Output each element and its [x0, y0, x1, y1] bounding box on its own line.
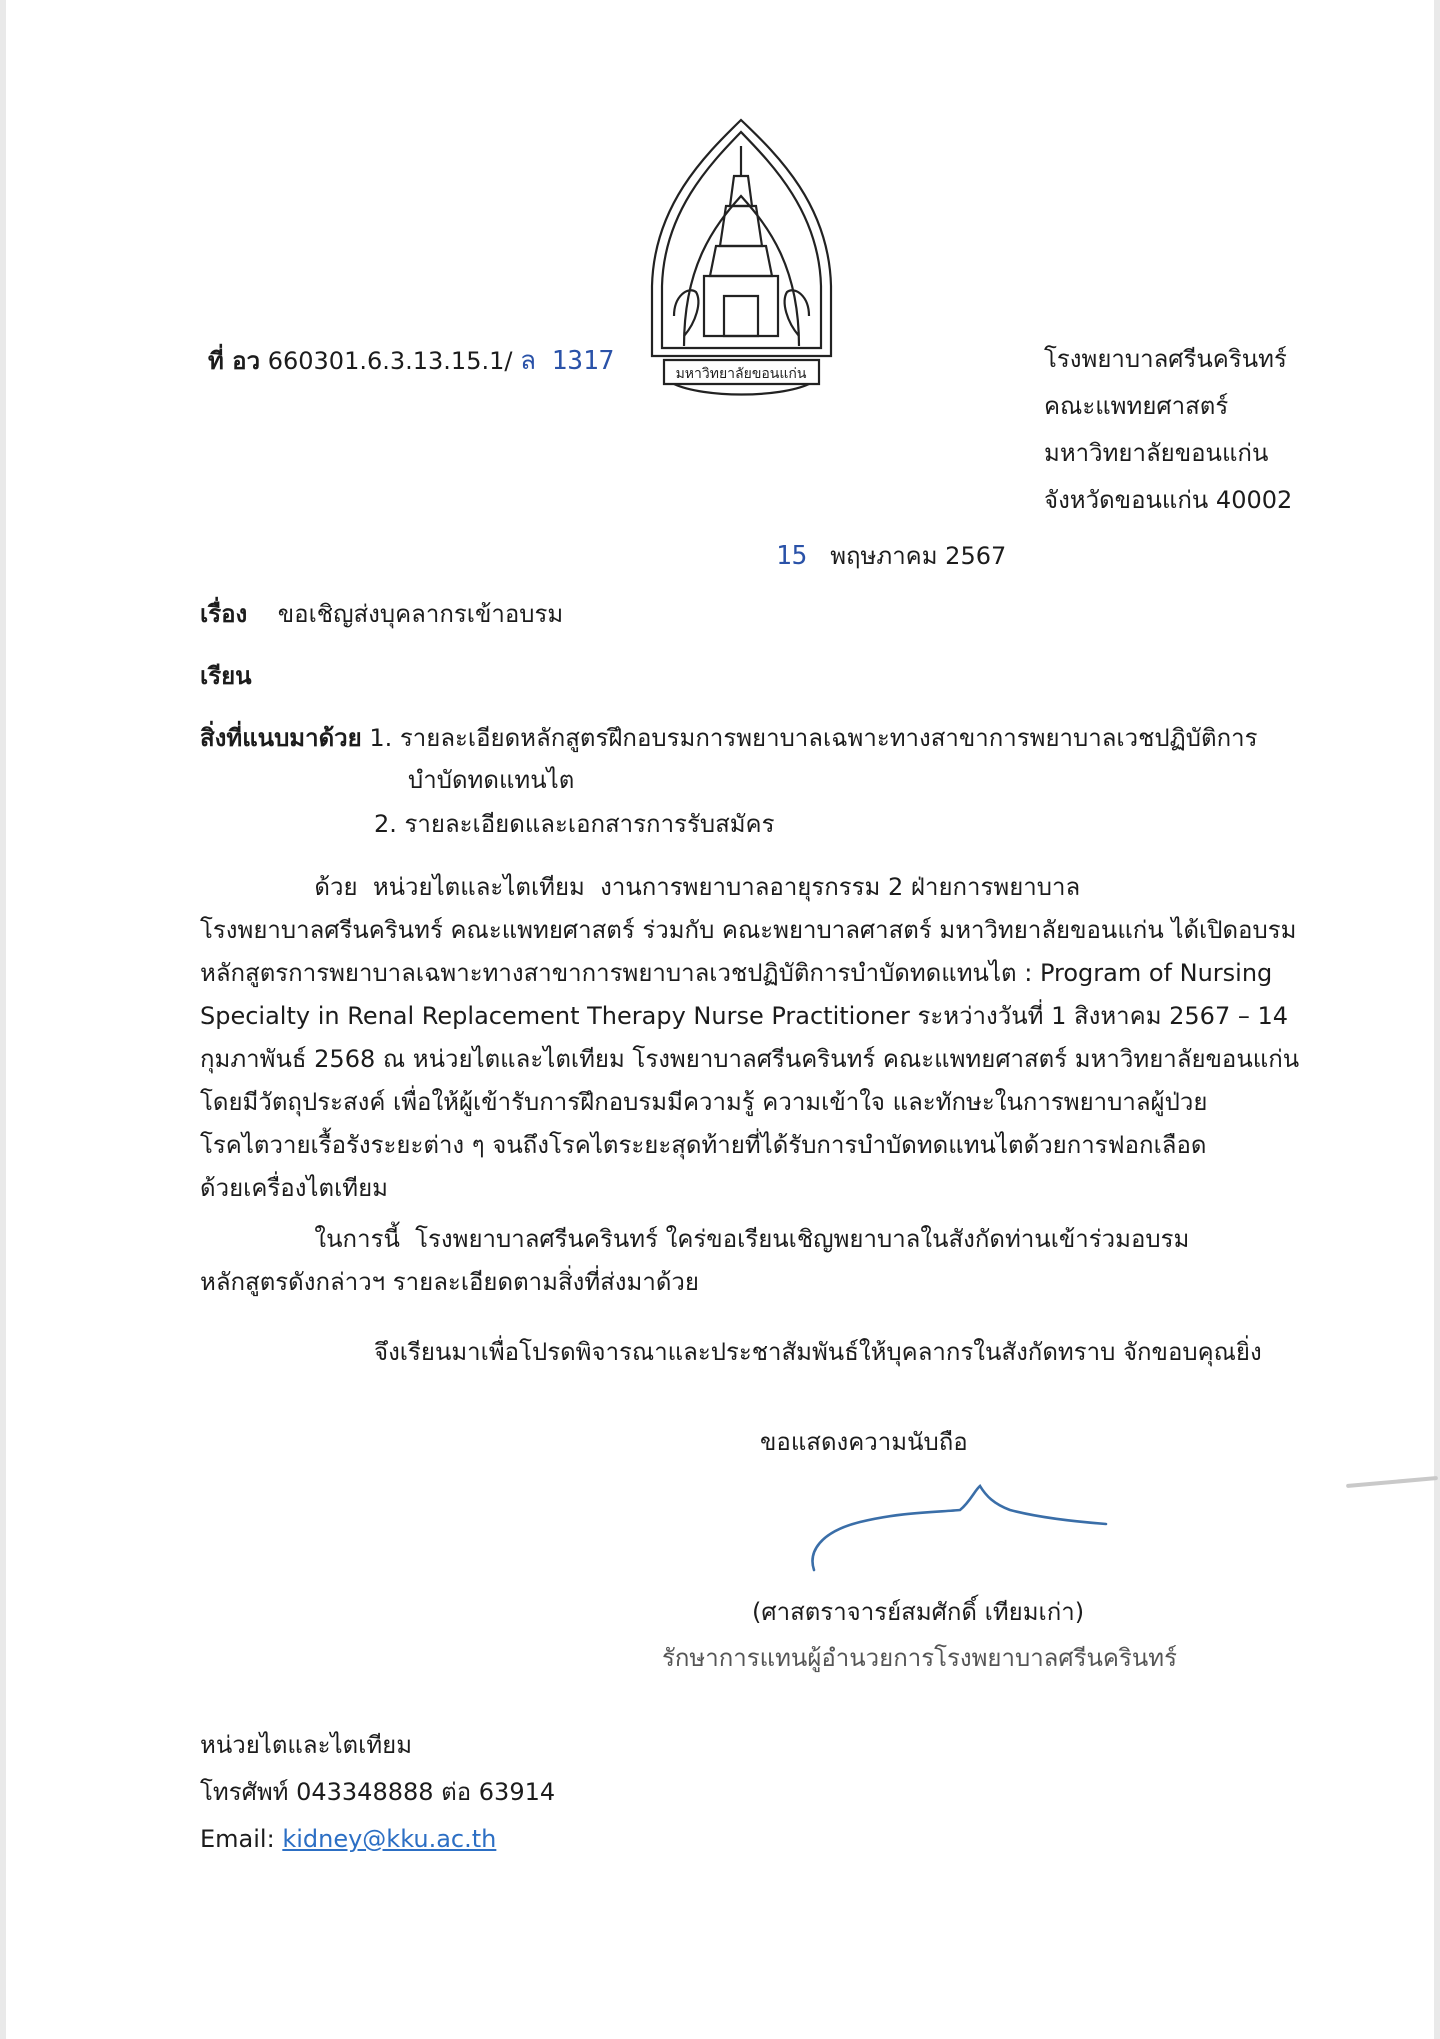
sender-address — [1044, 336, 1292, 524]
enclosure-item-2: 2. รายละเอียดและเอกสารการรับสมัคร — [374, 810, 775, 838]
body-line: หลักสูตรการพยาบาลเฉพาะทางสาขาการพยาบาลเวชปฏิบัติการบำบัดทดแทนไต : Program of Nursing — [200, 959, 1273, 987]
contact-email-line — [200, 1816, 555, 1863]
scan-mark — [1346, 1476, 1438, 1488]
subject-text: ขอเชิญส่งบุคลากรเข้าอบรม — [277, 600, 564, 628]
body-line: ในการนี้ โรงพยาบาลศรีนครินทร์ ใคร่ขอเรียนเชิญพยาบาลในสังกัดท่านเข้าร่วมอบรม — [200, 1225, 1190, 1253]
email-label: Email: — [200, 1825, 275, 1853]
body-line: กุมภาพันธ์ 2568 ณ หน่วยไตและไตเทียม โรงพยาบาลศรีนครินทร์ คณะแพทยศาสตร์ มหาวิทยาลัยขอนแก่น — [200, 1045, 1300, 1073]
closing-line: จึงเรียนมาเพื่อโปรดพิจารณาและประชาสัมพันธ์ให้บุคลากรในสังกัดทราบ จักขอบคุณยิ่ง — [374, 1338, 1262, 1366]
contact-unit: หน่วยไตและไตเทียม — [200, 1731, 413, 1759]
address-line: จังหวัดขอนแก่น 40002 — [1044, 486, 1293, 514]
address-line: มหาวิทยาลัยขอนแก่น — [1044, 439, 1269, 467]
letter-date — [776, 536, 1006, 575]
body-paragraph-2 — [200, 1218, 1312, 1304]
signature-icon — [800, 1482, 1110, 1572]
scan-edge-left — [0, 0, 6, 2039]
subject-label: เรื่อง — [200, 600, 248, 628]
contact-block — [200, 1722, 555, 1863]
date-month-year: พฤษภาคม 2567 — [830, 542, 1007, 570]
signer-position: รักษาการแทนผู้อำนวยการโรงพยาบาลศรีนครินทร์ — [662, 1644, 1177, 1672]
enclosure-line-1 — [200, 720, 1257, 756]
body-line: Specialty in Renal Replacement Therapy Nurse Practitioner ระหว่างวันที่ 1 สิงหาคม 2567 – 14 — [200, 1002, 1289, 1030]
reference-number — [208, 340, 614, 381]
body-line: โรคไตวายเรื้อรังระยะต่าง ๆ จนถึงโรคไตระยะสุดท้ายที่ได้รับการบำบัดทดแทนไตด้วยการฟอกเลือด — [200, 1131, 1207, 1159]
address-line: คณะแพทยศาสตร์ — [1044, 392, 1229, 420]
body-line: ด้วย หน่วยไตและไตเทียม งานการพยาบาลอายุรกรรม 2 ฝ่ายการพยาบาล — [200, 873, 1081, 901]
enclosure-label: สิ่งที่แนบมาด้วย — [200, 724, 362, 752]
to-label: เรียน — [200, 662, 252, 690]
scan-edge-right — [1434, 0, 1440, 2039]
contact-phone: โทรศัพท์ 043348888 ต่อ 63914 — [200, 1778, 556, 1806]
body-paragraph-1 — [200, 866, 1312, 1210]
university-seal-icon — [644, 116, 839, 401]
ref-number: 660301.6.3.13.15.1/ — [267, 347, 513, 375]
seal-label: มหาวิทยาลัยขอนแก่น — [675, 366, 807, 382]
body-line: โดยมีวัตถุประสงค์ เพื่อให้ผู้เข้ารับการฝึกอบรมมีความรู้ ความเข้าใจ และทักษะในการพยาบาลผู้ป่วย — [200, 1088, 1208, 1116]
body-line: โรงพยาบาลศรีนครินทร์ คณะแพทยศาสตร์ ร่วมกับ คณะพยาบาลศาสตร์ มหาวิทยาลัยขอนแก่น ได้เปิดอบรม — [200, 916, 1297, 944]
date-day: 15 — [776, 541, 808, 571]
regards: ขอแสดงความนับถือ — [760, 1428, 968, 1456]
address-line: โรงพยาบาลศรีนครินทร์ — [1044, 345, 1287, 373]
body-line: ด้วยเครื่องไตเทียม — [200, 1174, 388, 1202]
enclosure-item-1: 1. รายละเอียดหลักสูตรฝึกอบรมการพยาบาลเฉพาะทางสาขาการพยาบาลเวชปฏิบัติการ — [369, 724, 1258, 752]
enclosure-item-1-cont: บำบัดทดแทนไต — [408, 766, 575, 794]
ref-handwritten: ล 1317 — [520, 346, 615, 376]
body-line: หลักสูตรดังกล่าวฯ รายละเอียดตามสิ่งที่ส่งมาด้วย — [200, 1268, 699, 1296]
signer-name: (ศาสตราจารย์สมศักดิ์ เทียมเก่า) — [752, 1598, 1085, 1626]
email-link[interactable]: kidney@kku.ac.th — [282, 1825, 497, 1853]
ref-label: ที่ อว — [208, 347, 261, 375]
subject-line — [200, 596, 563, 632]
